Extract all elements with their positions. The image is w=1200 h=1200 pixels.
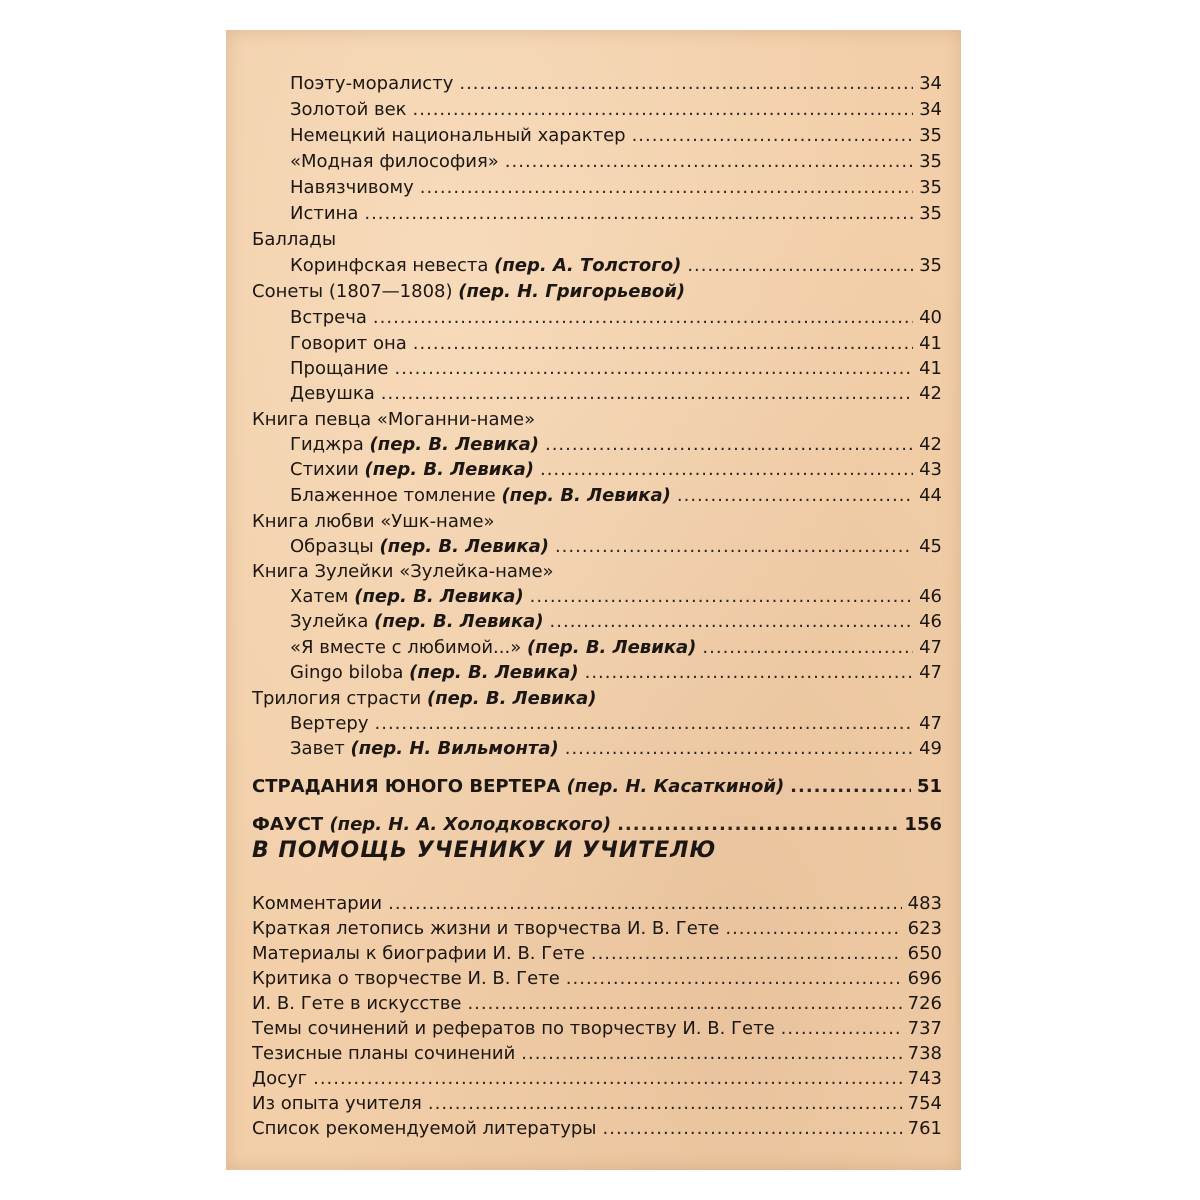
dot-leader [677,484,913,508]
section-title: Книга Зулейки «Зулейка-наме» [252,561,554,582]
dot-leader [555,535,913,559]
translator-note: (пер. В. Левика) [374,611,544,632]
page-number: 47 [919,637,942,658]
toc-entry [290,72,942,96]
entry-title: Поэту-моралисту [290,73,454,94]
toc-entry [252,1042,942,1066]
toc-entry [290,254,942,278]
entry-title: Немецкий национальный характер [290,125,626,146]
page-number: 156 [904,814,942,835]
section-title: Сонеты (1807—1808) (пер. Н. Григорьевой) [252,281,686,302]
page-number: 42 [919,434,942,455]
toc-entry [290,98,942,122]
toc-section-title [252,228,942,252]
entry-title: Тезисные планы сочинений [252,1043,516,1064]
toc-entry [252,892,942,916]
entry-title: Навязчивому [290,177,414,198]
page-number: 623 [907,918,942,939]
toc-section-title [252,510,942,534]
dot-leader [373,306,913,330]
dot-leader [381,382,913,406]
page-number: 738 [907,1043,942,1064]
page-number: 34 [919,73,942,94]
toc-entry [290,176,942,200]
entry-title: Материалы к биографии И. В. Гете [252,943,585,964]
section-heading: В ПОМОЩЬ УЧЕНИКУ И УЧИТЕЛЮ [252,838,717,863]
page-number: 40 [919,307,942,328]
page-number: 41 [919,358,942,379]
page-number: 35 [919,203,942,224]
dot-leader [550,610,914,634]
toc-entry [290,382,942,406]
toc-entry [290,636,942,660]
page-number: 45 [919,536,942,557]
page-number: 51 [916,776,942,797]
entry-title: Вертеру [290,713,369,734]
entry-title: Говорит она [290,333,407,354]
dot-leader [395,357,914,381]
dot-leader [585,661,914,685]
translator-note: (пер. Н. Вильмонта) [350,738,559,759]
dot-leader [388,892,902,916]
toc-entry [252,1117,942,1141]
section-title: Трилогия страсти (пер. В. Левика) [252,688,597,709]
toc-entry [252,1067,942,1091]
entry-title: Хатем (пер. В. Левика) [290,586,524,607]
page-number: 696 [907,968,942,989]
entry-title: Образцы (пер. В. Левика) [290,536,549,557]
translator-note: (пер. Н. А. Холодковского) [329,814,612,835]
toc-entry [290,433,942,457]
section-title: Книга любви «Ушк-наме» [252,511,495,532]
toc-entry [290,150,942,174]
page-number: 49 [919,738,942,759]
page-number: 35 [919,151,942,172]
entry-title: Встреча [290,307,367,328]
translator-note: (пер. В. Левика) [379,536,549,557]
section-title: Книга певца «Моганни-наме» [252,409,536,430]
entry-title: Стихии (пер. В. Левика) [290,459,534,480]
toc-entry [290,610,942,634]
entry-title: Прощание [290,358,389,379]
toc-major-entry [252,775,942,799]
page-number: 35 [919,125,942,146]
toc-section-title [252,280,942,304]
page-number: 650 [907,943,942,964]
toc-entry [252,917,942,941]
dot-leader [632,124,914,148]
entry-title: Досуг [252,1068,308,1089]
toc-entry [252,1092,942,1116]
entry-title: Гиджра (пер. В. Левика) [290,434,539,455]
toc-entry [290,535,942,559]
entry-title: Истина [290,203,359,224]
entry-title: ФАУСТ (пер. Н. А. Холодковского) [252,814,612,835]
entry-title: Девушка [290,383,375,404]
dot-leader [781,1017,902,1041]
dot-leader [413,332,913,356]
entry-title: Завет (пер. Н. Вильмонта) [290,738,559,759]
translator-note: (пер. А. Толстого) [494,255,682,276]
dot-leader [505,150,913,174]
page-number: 41 [919,333,942,354]
toc-entry [290,202,942,226]
dot-leader [702,636,913,660]
toc-entry [252,942,942,966]
translator-note: (пер. В. Левика) [526,637,697,658]
translator-note: (пер. В. Левика) [354,586,524,607]
page-number: 47 [919,662,942,683]
toc-entry [290,737,942,761]
page-number: 726 [907,993,942,1014]
toc-entry [290,484,942,508]
page-number: 46 [919,611,942,632]
page-number: 754 [907,1093,942,1114]
page-number: 44 [919,485,942,506]
dot-leader [375,712,914,736]
page-number: 483 [907,893,942,914]
dot-leader [540,458,913,482]
dot-leader [364,202,913,226]
toc-section-title [252,408,942,432]
toc-entry [290,585,942,609]
entry-title: Темы сочинений и рефератов по творчеству И. В. Гете [252,1018,775,1039]
book-page [226,30,961,1170]
translator-note: (пер. В. Левика) [501,485,671,506]
page-number: 35 [919,255,942,276]
toc-entry [290,332,942,356]
translator-note: (пер. В. Левика) [409,662,579,683]
entry-title: Зулейка (пер. В. Левика) [290,611,544,632]
dot-leader [467,992,901,1016]
toc-major-entry [252,813,942,837]
toc-entry [252,967,942,991]
table-of-contents [226,30,961,1170]
page-number: 737 [907,1018,942,1039]
translator-note: (пер. В. Левика) [364,459,534,480]
dot-leader [459,72,913,96]
entry-title: Gingo biloba (пер. В. Левика) [290,662,579,683]
toc-entry [290,124,942,148]
entry-title: СТРАДАНИЯ ЮНОГО ВЕРТЕРА (пер. Н. Касаткиной) [252,776,785,797]
dot-leader [521,1042,901,1066]
translator-note: (пер. В. Левика) [369,434,539,455]
dot-leader [428,1092,902,1116]
dot-leader [530,585,913,609]
toc-entry [290,306,942,330]
dot-leader [566,967,902,991]
dot-leader [545,433,913,457]
toc-entry [290,712,942,736]
entry-title: «Модная философия» [290,151,499,172]
dot-leader [413,98,914,122]
dot-leader [420,176,913,200]
page-number: 46 [919,586,942,607]
dot-leader [687,254,913,278]
translator-note: (пер. Н. Касаткиной) [566,776,785,797]
entry-title: Комментарии [252,893,383,914]
dot-leader [603,1117,902,1141]
entry-title: Краткая летопись жизни и творчества И. В. Гете [252,918,720,939]
dot-leader [617,813,898,837]
entry-title: Золотой век [290,99,407,120]
translator-note: (пер. В. Левика) [427,688,597,709]
entry-title: Критика о творчестве И. В. Гете [252,968,560,989]
toc-entry [290,458,942,482]
page-number: 34 [919,99,942,120]
toc-section-title [252,687,942,711]
page-number: 47 [919,713,942,734]
entry-title: Коринфская невеста (пер. А. Толстого) [290,255,682,276]
toc-entry [290,661,942,685]
dot-leader [313,1067,902,1091]
dot-leader [725,917,901,941]
translator-note: (пер. Н. Григорьевой) [458,281,686,302]
page-number: 743 [907,1068,942,1089]
toc-section-title [252,560,942,584]
entry-title: Список рекомендуемой литературы [252,1118,597,1139]
entry-title: «Я вместе с любимой...» (пер. В. Левика) [290,637,697,658]
entry-title: Из опыта учителя [252,1093,422,1114]
toc-entry [252,1017,942,1041]
page-number: 761 [907,1118,942,1139]
entry-title: И. В. Гете в искусстве [252,993,462,1014]
page-number: 43 [919,459,942,480]
page-number: 42 [919,383,942,404]
page-number: 35 [919,177,942,198]
dot-leader [565,737,913,761]
section-title: Баллады [252,229,337,250]
entry-title: Блаженное томление (пер. В. Левика) [290,485,671,506]
dot-leader [790,775,911,799]
toc-entry [290,357,942,381]
toc-entry [252,992,942,1016]
dot-leader [591,942,902,966]
